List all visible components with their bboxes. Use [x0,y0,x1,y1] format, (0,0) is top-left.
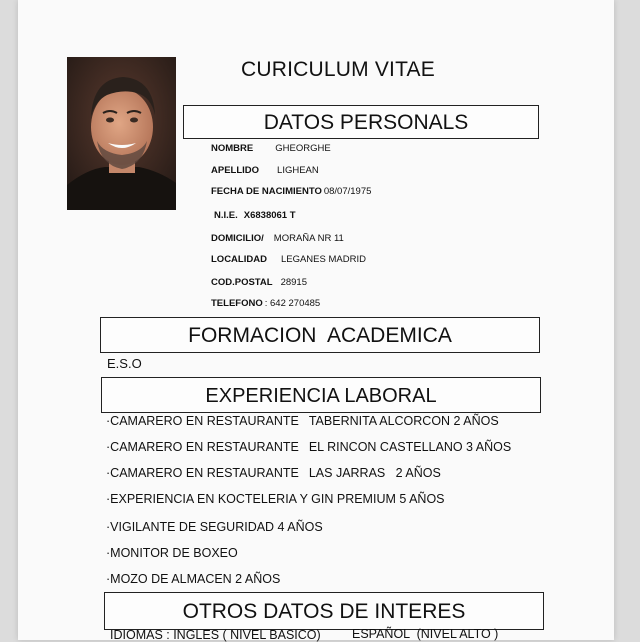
field-nie [214,210,296,221]
field-codpostal [211,277,307,288]
experience-role: ·CAMARERO EN RESTAURANTE [106,466,299,480]
value-nombre: GHEORGHE [275,143,331,154]
label-telefono: TELEFONO [211,298,263,309]
field-nacimiento [211,186,371,197]
value-apellido: LIGHEAN [277,165,319,176]
label-codpostal: COD.POSTAL [211,277,273,288]
value-nacimiento: 08/07/1975 [323,186,372,197]
experience-role: ·MOZO DE ALMACEN 2 AÑOS [106,572,281,586]
experience-item [106,440,511,454]
experience-role: ·CAMARERO EN RESTAURANTE [106,440,299,454]
language-spanish: ESPAÑOL (NIVEL ALTO ) [352,627,499,641]
section-header-personal [183,105,539,139]
experience-item [106,572,280,586]
field-nombre [211,143,331,154]
experience-role: ·EXPERIENCIA EN KOCTELERIA Y GIN PREMIUM 5 AÑOS [106,492,445,506]
section-title-other: OTROS DATOS DE INTERES [182,600,466,623]
language-english: IDIOMAS : INGLES ( NIVEL BASICO) [110,628,321,642]
value-codpostal: 28915 [280,277,307,288]
experience-role: ·MONITOR DE BOXEO [106,546,238,560]
section-title-personal: DATOS PERSONALS [263,111,469,134]
field-apellido [211,165,319,176]
section-header-other [104,592,544,630]
experience-role: ·VIGILANTE DE SEGURIDAD 4 AÑOS [106,520,323,534]
education-item: E.S.O [107,356,142,371]
label-nacimiento: FECHA DE NACIMIENTO [211,186,322,197]
section-title-education: FORMACION ACADEMICA [188,324,452,347]
value-nie: X6838061 T [243,210,296,221]
experience-item [106,492,445,506]
experience-detail: EL RINCON CASTELLANO 3 AÑOS [308,440,512,454]
experience-item [106,414,499,428]
value-telefono: : 642 270485 [264,298,321,309]
experience-item [106,520,323,534]
section-title-experience: EXPERIENCIA LABORAL [205,385,437,407]
experience-role: ·CAMARERO EN RESTAURANTE [106,414,299,428]
field-localidad [211,254,366,265]
field-domicilio [211,233,344,244]
label-apellido: APELLIDO [211,165,260,176]
value-domicilio: MORAÑA NR 11 [273,233,344,244]
experience-detail: LAS JARRAS 2 AÑOS [308,466,441,480]
label-localidad: LOCALIDAD [211,254,267,265]
person-portrait-icon [67,57,176,210]
label-nie: N.I.E. [214,210,238,221]
experience-detail: TABERNITA ALCORCON 2 AÑOS [308,414,499,428]
experience-item [106,466,441,480]
experience-item [106,546,238,560]
section-header-education [100,317,540,353]
label-nombre: NOMBRE [211,143,254,154]
value-localidad: LEGANES MADRID [280,254,366,265]
languages-line [352,627,498,641]
portrait-photo [67,57,176,210]
document-title: CURICULUM VITAE [241,58,435,81]
label-domicilio: DOMICILIO/ [211,233,264,244]
field-telefono [211,298,320,309]
section-header-experience [101,377,541,413]
